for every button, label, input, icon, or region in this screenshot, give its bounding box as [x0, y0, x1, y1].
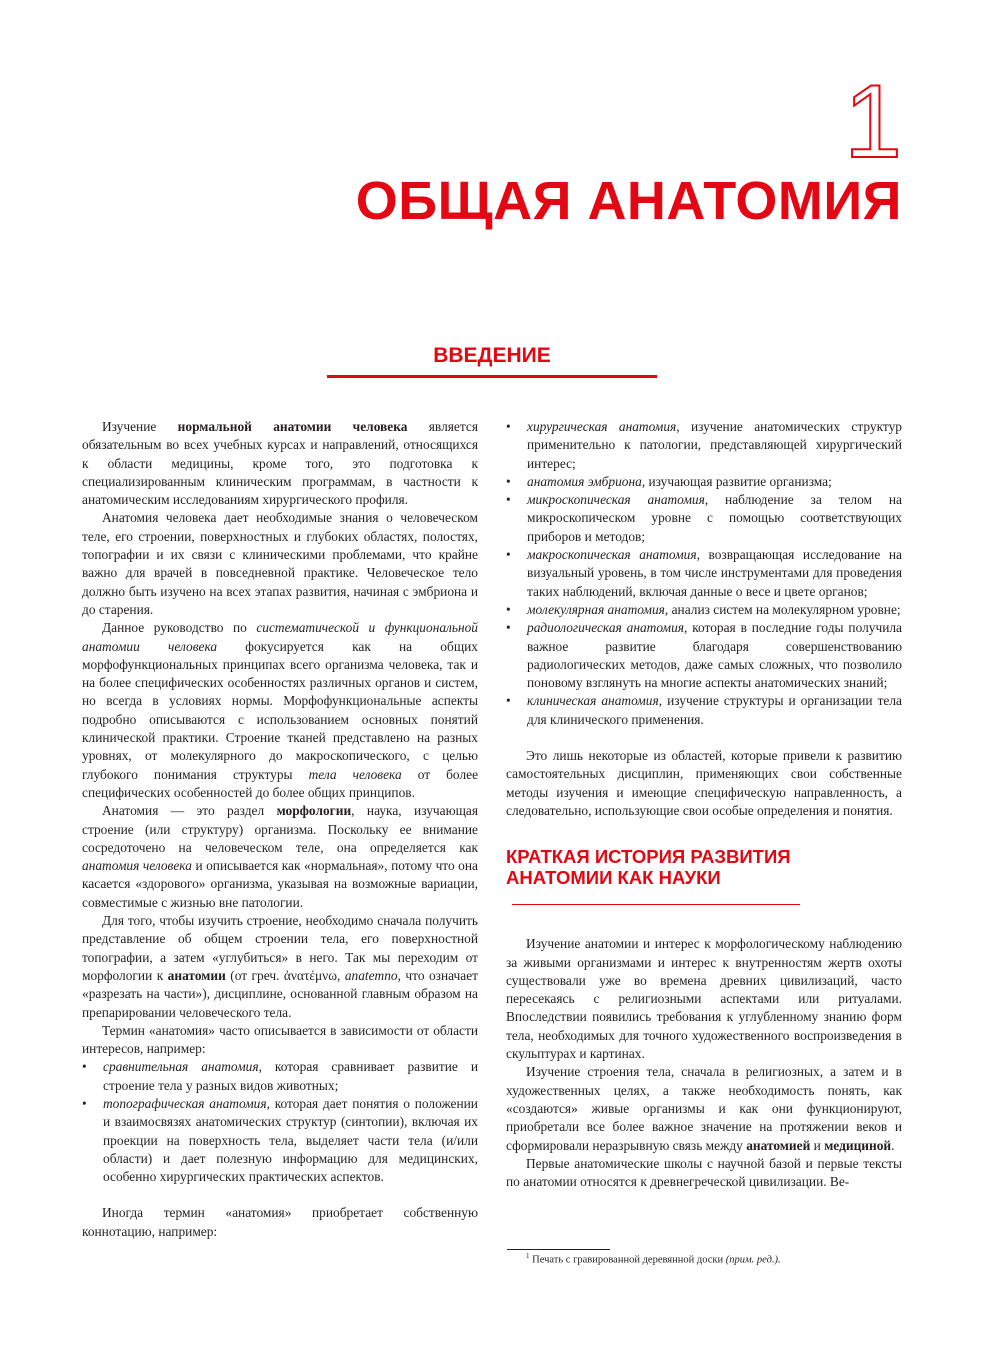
text-run: , изучение структуры и организации тела для клинического применения.: [527, 693, 902, 727]
heading-underline: [512, 904, 800, 905]
list-item: [506, 546, 902, 601]
footnote-mark: 1: [526, 1252, 530, 1260]
paragraph: [82, 912, 478, 1022]
paragraph: [82, 619, 478, 802]
bold-term: морфологии: [276, 803, 352, 819]
bold-term: нормальной анатомии человека: [177, 419, 408, 434]
text-run: (от греч. ἀνατέμνω,: [225, 967, 345, 983]
heading-underline: [327, 375, 657, 378]
list-item: [506, 619, 902, 692]
italic-term: хирургическая анатомия: [527, 419, 677, 434]
paragraph: [82, 1022, 478, 1059]
chapter-title: ОБЩАЯ АНАТОМИЯ: [355, 171, 902, 231]
italic-term: сравнительная анатомия: [103, 1059, 259, 1075]
text-run: Иногда термин «анатомия» приобретает собственную коннотацию, например:: [82, 1205, 478, 1239]
text-run: , наблюдение за телом на микроскопическом уровне с помощью соответствующих приборов и методов;: [527, 492, 902, 544]
text-run: , изучающая развитие организма;: [641, 473, 832, 489]
text-run: Данное руководство по: [102, 620, 257, 636]
paragraph: [82, 418, 478, 509]
text-run: , наука, изучающая строение (или структуру) организма. Поскольку ее внимание сосредоточено на человеческом теле, она определяется как: [82, 803, 478, 855]
text-run: Изучение строения тела, сначала в религиозных, а затем и в художественных целях, а также необходимость понять, как «создаются» живые организмы и как они функционируют, приобретали все более важное значение на протяжении веков и сформировали неразрывную связь между: [506, 1064, 902, 1153]
paragraph: [506, 1063, 902, 1154]
left-column: [82, 418, 478, 1241]
list-item: [506, 601, 902, 619]
text-run: Анатомия — это раздел: [102, 803, 277, 819]
text-run: , анализ систем на молекулярном уровне;: [664, 601, 901, 617]
italic-term: anatemno: [344, 967, 398, 983]
text-run: , которая дает понятия о положении и взаимосвязях анатомических структур (синтопии), включая их проекции на поверхность тела, выделяет части тела (и/или области) и дает полезную информацию для медицинских, особенно хирургических практических аспектов.: [103, 1095, 478, 1185]
italic-term: клиническая анатомия: [527, 693, 659, 709]
spacer: [82, 1186, 478, 1204]
text-run: Первые анатомические школы с научной базой и первые тексты по анатомии относятся к древнегреческой цивилизации. Ве-: [506, 1155, 902, 1190]
text-run: от более специфических особенностей до более общих принципов.: [82, 766, 479, 800]
text-run: является обязательным во всех учебных курсах и направлений, относящихся к области медицины, кроме того, это подготовка к специализированным клиническим программам, в частности к анатомическим исследованиям хирургического профиля.: [82, 419, 478, 508]
text-run: и описывается как «нормальная», потому что она касается «здорового» организма, указывая на возможные вариации, совместимые с жизнью вне патологии.: [82, 858, 478, 910]
section-heading-history: [506, 846, 902, 909]
bold-term: медициной: [824, 1137, 892, 1153]
paragraph: [82, 509, 478, 619]
spacer: [506, 729, 902, 747]
list-item: [506, 473, 902, 491]
text-run: .: [891, 1137, 895, 1153]
text-run: Анатомия человека дает необходимые знания о человеческом теле, его строении, поверхностных и глубоких областях, полостях, топографии и их связи с клиническими проблемами, что крайне важно для врачей в повседневной практике. Человеческое тело должно быть изучено на всех этапах развития, начиная с эмбриона и до старения.: [82, 510, 478, 617]
footnote-editor-note: (прим. ред.).: [725, 1254, 781, 1266]
italic-term: топографическая анатомия: [103, 1095, 267, 1111]
list-item: [506, 418, 902, 473]
paragraph: [506, 1155, 902, 1192]
italic-term: молекулярная анатомия: [527, 601, 665, 617]
text-run: и: [810, 1137, 825, 1153]
text-run: фокусируется как на общих морфофункциональных принципах всего организма человека, так и на более специфических особенностях различных органов и систем, но всегда в условиях нормы. Морфофункциональные аспекты подробно описываются с использованием основных понятий клинической практики. Строение тканей представлено на разных уровнях, от молекулярного до макроскопического, с целью глубокого понимания структуры: [82, 638, 478, 782]
italic-term: анатомия эмбриона: [527, 473, 642, 489]
bold-term: анатомии: [167, 967, 226, 983]
bold-term: анатомией: [746, 1137, 811, 1153]
italic-term: микроскопическая анатомия: [527, 492, 705, 508]
italic-term: макроскопическая анатомия: [527, 547, 697, 563]
text-run: Изучение анатомии и интерес к морфологическому наблюдению за живыми организмами и интерес к внутренностям жертв охоты существовали уже во времена древних цивилизаций, часто пересекаясь с религиозными аспектами или ритуалами. Впоследствии появились требования к углубленному знанию форм тела, необходимых для точного художественного воспроизведения в скульптурах и картинах.: [506, 936, 902, 1062]
paragraph: [82, 802, 478, 912]
paragraph: [82, 1204, 478, 1241]
paragraph: [506, 935, 902, 1063]
list-item: [82, 1095, 478, 1186]
section-heading-introduction: ВВЕДЕНИЕ: [433, 344, 551, 367]
chapter-number: 1: [844, 64, 902, 180]
text-run: Изучение: [102, 419, 178, 434]
italic-term: систематической и функциональной анатомии человека: [82, 620, 478, 654]
list-item: [506, 491, 902, 546]
right-column: [506, 418, 902, 1191]
text-run: Термин «анатомия» часто описывается в зависимости от области интересов, например:: [82, 1022, 478, 1057]
text-run: , которая в последние годы получила важное развитие благодаря совершенствованию радиологических методов, даже самых сложных, что позволило поновому взглянуть на многие аспекты анатомических знаний;: [527, 620, 902, 691]
text-run: Для того, чтобы изучить строение, необходимо сначала получить представление об общем строении тела, его поверхностной топографии, а затем «углубиться» в него. Так мы переходим от морфологии к: [82, 913, 478, 983]
paragraph: [506, 747, 902, 820]
bullet-list: [506, 418, 902, 729]
footnote: [526, 1252, 781, 1266]
text-run: , что означает «разрезать на части»), дисциплине, основанной главным образом на препарировании человеческого тела.: [82, 967, 478, 1020]
text-run: , которая сравнивает развитие и строение тела у разных видов животных;: [103, 1059, 478, 1093]
footnote-text: Печать с гравированной деревянной доски: [532, 1254, 726, 1266]
text-run: , изучение анатомических структур применительно к патологии, представляющей хирургический интерес;: [527, 419, 902, 471]
section-heading-text: КРАТКАЯ ИСТОРИЯ РАЗВИТИЯ АНАТОМИИ КАК НАУКИ: [506, 846, 791, 889]
bullet-list: [82, 1058, 478, 1186]
italic-term: радиологическая анатомия: [527, 620, 684, 636]
list-item: [506, 692, 902, 729]
list-item: [82, 1058, 478, 1095]
italic-term: тела человека: [308, 766, 402, 782]
footnote-divider: [507, 1249, 610, 1250]
text-run: Это лишь некоторые из областей, которые привели к развитию самостоятельных дисциплин, применяющих свои собственные методы изучения и имеющие специфическую направленность, а следовательно, использующие свои особые определения и понятия.: [506, 748, 902, 818]
text-run: , возвращающая исследование на визуальный уровень, в том числе инструментами для проведения таких наблюдений, включая данные о весе и цвете органов;: [527, 547, 902, 599]
italic-term: анатомия человека: [82, 858, 192, 874]
